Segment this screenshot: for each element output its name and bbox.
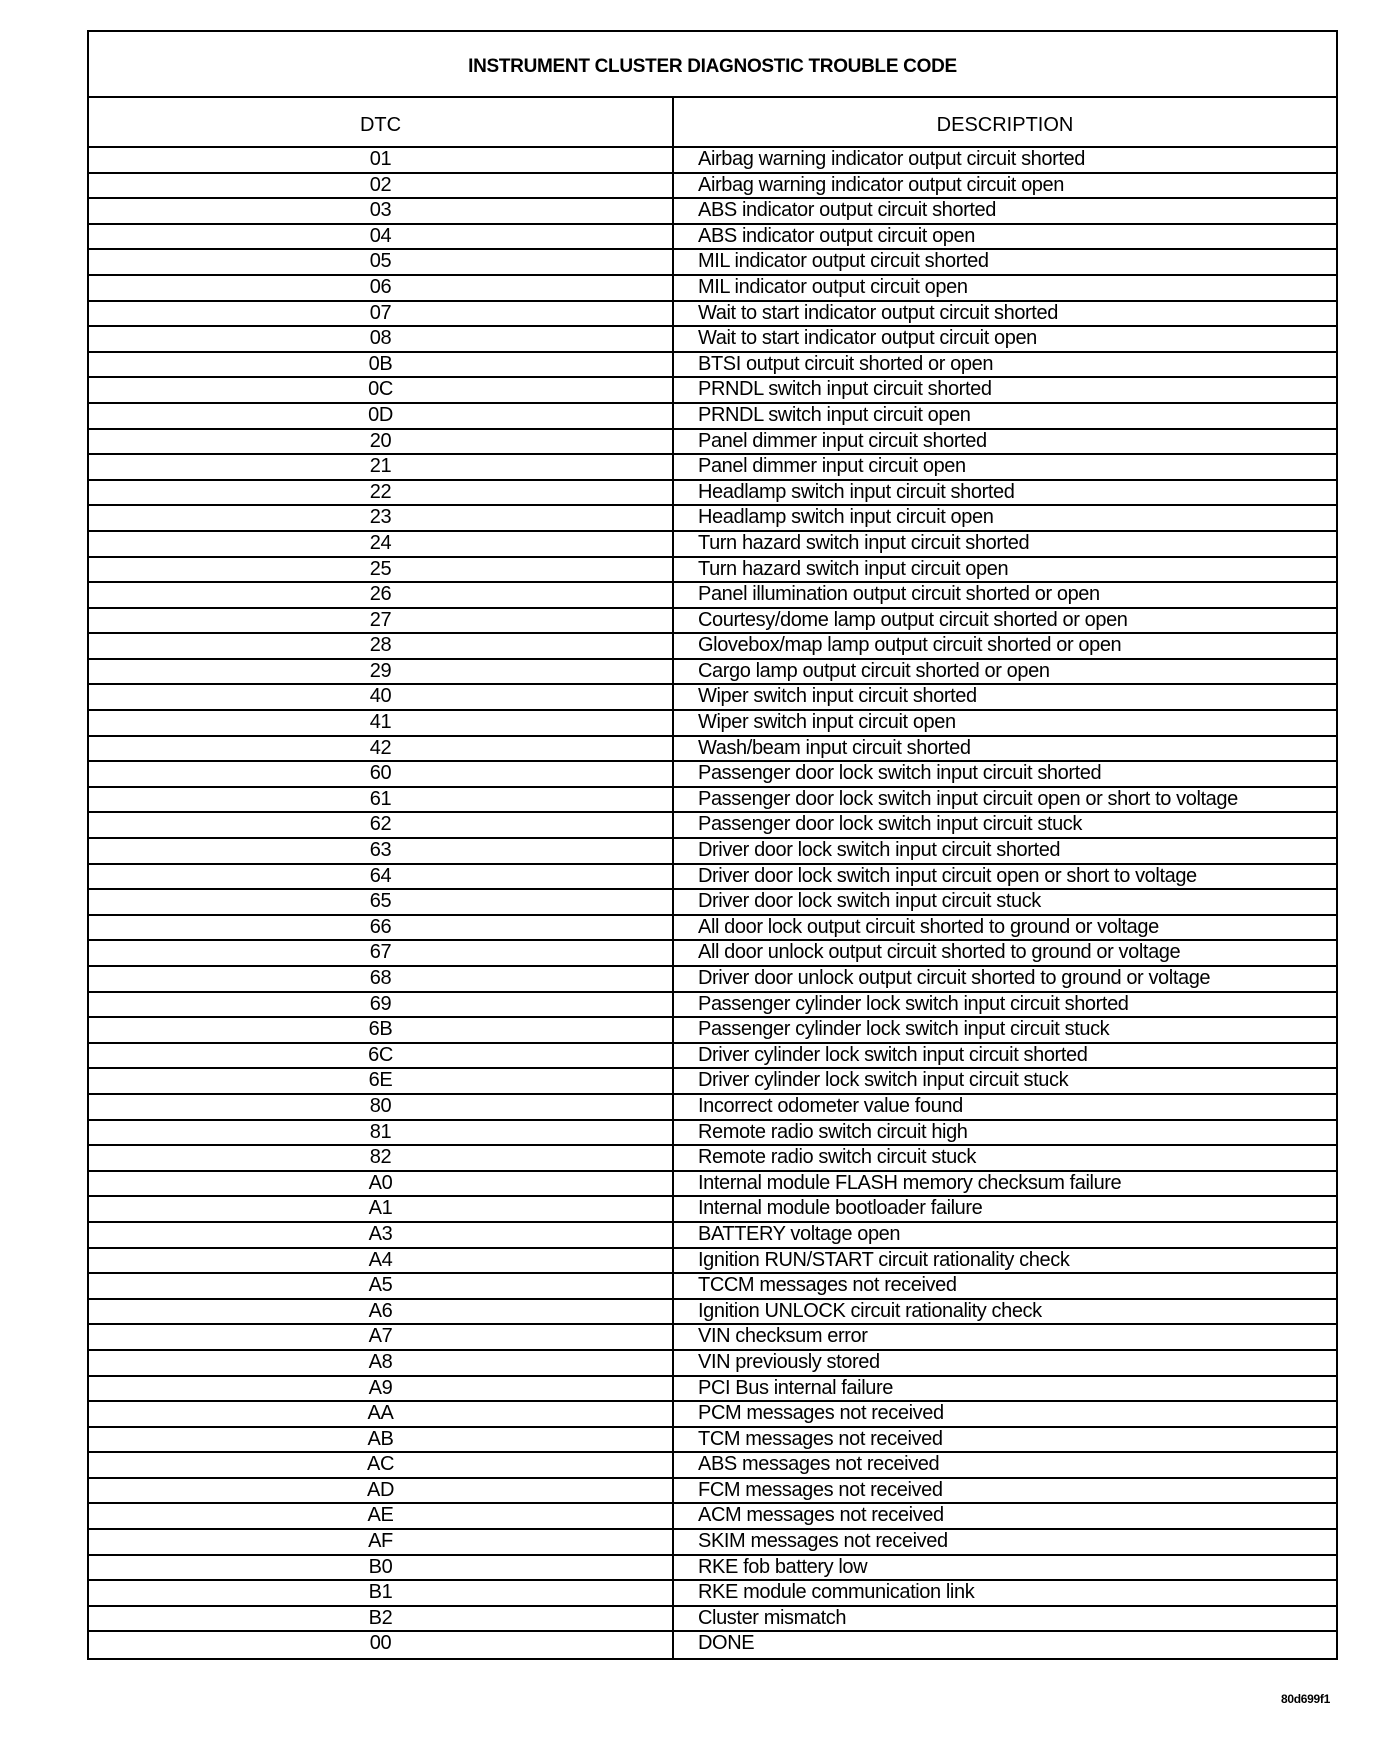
table-row (89, 1223, 1336, 1249)
figure-id: 80d699f1 (1281, 1692, 1330, 1706)
dtc-code-cell: A8 (368, 1350, 393, 1373)
table-row (89, 762, 1336, 788)
dtc-code-cell: 21 (369, 455, 392, 478)
dtc-description-cell: PRNDL switch input circuit shorted (672, 378, 1336, 402)
table-row (89, 788, 1336, 814)
dtc-code-cell: A5 (368, 1274, 393, 1297)
dtc-code-cell: AF (368, 1530, 393, 1553)
dtc-code-cell: 40 (369, 685, 392, 708)
table-title: INSTRUMENT CLUSTER DIAGNOSTIC TROUBLE CODE (89, 32, 1336, 98)
dtc-description-cell: TCCM messages not received (672, 1274, 1336, 1298)
table-row (89, 1325, 1336, 1351)
dtc-description-cell: Headlamp switch input circuit open (672, 506, 1336, 530)
table-row (89, 430, 1336, 456)
table-row (89, 813, 1336, 839)
dtc-code-cell: 68 (369, 967, 392, 989)
dtc-description-cell: Internal module bootloader failure (672, 1197, 1336, 1221)
dtc-code-cell: A9 (368, 1376, 393, 1399)
dtc-description-cell: Driver door lock switch input circuit stuck (672, 890, 1336, 914)
dtc-description-cell: Panel dimmer input circuit open (672, 455, 1336, 479)
dtc-code-cell: AA (367, 1402, 394, 1425)
dtc-description-cell: Passenger cylinder lock switch input circuit shorted (672, 993, 1336, 1017)
table-row (89, 1632, 1336, 1658)
table-row (89, 353, 1336, 379)
table-row (89, 1479, 1336, 1505)
table-row (89, 481, 1336, 507)
dtc-description-cell: Cargo lamp output circuit shorted or open (672, 660, 1336, 684)
dtc-code-cell: 03 (369, 199, 392, 222)
dtc-description-cell: Passenger door lock switch input circuit shorted (672, 762, 1336, 786)
dtc-code-cell: A1 (368, 1197, 393, 1220)
table-row (89, 404, 1336, 430)
dtc-code-cell: 0D (368, 403, 393, 426)
table-row (89, 506, 1336, 532)
column-header-description: DESCRIPTION (672, 98, 1336, 146)
dtc-code-cell: 24 (369, 531, 392, 554)
table-row (89, 199, 1336, 225)
table-row (89, 1377, 1336, 1403)
table-row (89, 1428, 1336, 1454)
dtc-table (87, 30, 1338, 1660)
table-row (89, 890, 1336, 916)
table-row (89, 455, 1336, 481)
dtc-description-cell: Wait to start indicator output circuit shorted (672, 302, 1336, 326)
table-row (89, 1095, 1336, 1121)
table-body (89, 148, 1336, 1658)
dtc-code-cell: 00 (369, 1632, 392, 1655)
table-row (89, 941, 1336, 967)
dtc-description-cell: BATTERY voltage open (672, 1223, 1336, 1247)
table-row (89, 1300, 1336, 1326)
dtc-code-cell: 80 (369, 1094, 392, 1117)
dtc-code-cell: A0 (368, 1171, 393, 1194)
dtc-description-cell: VIN checksum error (672, 1325, 1336, 1349)
dtc-code-cell: 25 (369, 557, 392, 580)
table-row (89, 174, 1336, 200)
dtc-code-cell: AE (367, 1504, 394, 1527)
table-row (89, 250, 1336, 276)
dtc-description-cell: Panel illumination output circuit shorted or open (672, 583, 1336, 607)
column-header-dtc: DTC (359, 113, 402, 136)
dtc-code-cell: 42 (369, 736, 392, 759)
dtc-code-cell: 07 (369, 301, 392, 324)
dtc-code-cell: AD (367, 1478, 394, 1501)
dtc-description-cell: ACM messages not received (672, 1504, 1336, 1528)
dtc-code-cell: 69 (369, 992, 392, 1015)
dtc-description-cell: SKIM messages not received (672, 1530, 1336, 1554)
dtc-code-cell: B2 (368, 1606, 393, 1629)
dtc-code-cell: 20 (369, 429, 392, 452)
dtc-description-cell: Wiper switch input circuit open (672, 711, 1336, 735)
dtc-code-cell: 65 (369, 890, 392, 913)
dtc-description-cell: Turn hazard switch input circuit shorted (672, 532, 1336, 556)
dtc-code-cell: 27 (369, 608, 392, 631)
dtc-code-cell: AC (367, 1453, 394, 1476)
table-row (89, 1607, 1336, 1633)
table-row (89, 1172, 1336, 1198)
dtc-code-cell: 06 (369, 275, 392, 298)
dtc-code-cell: 62 (369, 813, 392, 836)
table-row (89, 967, 1336, 993)
dtc-code-cell: 82 (369, 1146, 392, 1169)
table-row (89, 1197, 1336, 1223)
table-row (89, 583, 1336, 609)
table-row (89, 1069, 1336, 1095)
table-row (89, 1146, 1336, 1172)
dtc-code-cell: 0C (368, 378, 393, 401)
dtc-description-cell: BTSI output circuit shorted or open (672, 353, 1336, 377)
table-row (89, 1402, 1336, 1428)
dtc-description-cell: Headlamp switch input circuit shorted (672, 481, 1336, 505)
dtc-description-cell: Wiper switch input circuit shorted (672, 685, 1336, 709)
dtc-description-cell: PCM messages not received (672, 1402, 1336, 1426)
table-row (89, 378, 1336, 404)
dtc-description-cell: Ignition UNLOCK circuit rationality check (672, 1300, 1336, 1324)
table-row (89, 276, 1336, 302)
dtc-description-cell: All door unlock output circuit shorted to ground or voltage (672, 941, 1336, 965)
dtc-description-cell: ABS indicator output circuit shorted (672, 199, 1336, 223)
dtc-description-cell: Glovebox/map lamp output circuit shorted or open (672, 634, 1336, 658)
dtc-description-cell: FCM messages not received (672, 1479, 1336, 1503)
dtc-description-cell: PRNDL switch input circuit open (672, 404, 1336, 428)
dtc-description-cell: Driver cylinder lock switch input circuit shorted (672, 1044, 1336, 1068)
dtc-description-cell: Turn hazard switch input circuit open (672, 558, 1336, 582)
dtc-code-cell: 26 (369, 583, 392, 606)
table-row (89, 1121, 1336, 1147)
dtc-description-cell: Remote radio switch circuit high (672, 1121, 1336, 1145)
dtc-description-cell: RKE fob battery low (672, 1556, 1336, 1580)
dtc-code-cell: 0B (368, 352, 393, 375)
dtc-description-cell: Driver door lock switch input circuit open or short to voltage (672, 865, 1336, 889)
dtc-code-cell: 01 (369, 148, 392, 170)
dtc-code-cell: 23 (369, 506, 392, 529)
table-row (89, 839, 1336, 865)
dtc-code-cell: A4 (368, 1248, 393, 1271)
dtc-code-cell: 63 (369, 839, 392, 862)
table-row (89, 737, 1336, 763)
dtc-description-cell: Incorrect odometer value found (672, 1095, 1336, 1119)
dtc-description-cell: Airbag warning indicator output circuit shorted (672, 148, 1336, 172)
dtc-description-cell: Driver door lock switch input circuit shorted (672, 839, 1336, 863)
dtc-code-cell: B1 (368, 1581, 393, 1604)
table-row (89, 1018, 1336, 1044)
dtc-description-cell: All door lock output circuit shorted to ground or voltage (672, 916, 1336, 940)
dtc-description-cell: Cluster mismatch (672, 1607, 1336, 1631)
dtc-code-cell: A6 (368, 1299, 393, 1322)
dtc-code-cell: 04 (369, 224, 392, 247)
table-row (89, 327, 1336, 353)
table-row (89, 685, 1336, 711)
table-row (89, 865, 1336, 891)
dtc-description-cell: Passenger door lock switch input circuit open or short to voltage (672, 788, 1336, 812)
dtc-description-cell: RKE module communication link (672, 1581, 1336, 1605)
dtc-code-cell: 41 (369, 711, 392, 734)
dtc-description-cell: Panel dimmer input circuit shorted (672, 430, 1336, 454)
dtc-code-cell: 08 (369, 327, 392, 350)
dtc-description-cell: TCM messages not received (672, 1428, 1336, 1452)
dtc-code-cell: 29 (369, 659, 392, 682)
dtc-description-cell: Wash/beam input circuit shorted (672, 737, 1336, 761)
dtc-code-cell: B0 (368, 1555, 393, 1578)
table-row (89, 225, 1336, 251)
table-row (89, 1530, 1336, 1556)
dtc-code-cell: 02 (369, 173, 392, 196)
dtc-description-cell: Internal module FLASH memory checksum failure (672, 1172, 1336, 1196)
table-row (89, 1581, 1336, 1607)
dtc-description-cell: Remote radio switch circuit stuck (672, 1146, 1336, 1170)
dtc-description-cell: Airbag warning indicator output circuit open (672, 174, 1336, 198)
dtc-code-cell: 6B (368, 1018, 393, 1041)
table-row (89, 916, 1336, 942)
table-header-row (89, 98, 1336, 148)
table-row (89, 1504, 1336, 1530)
table-row (89, 148, 1336, 174)
dtc-description-cell: ABS messages not received (672, 1453, 1336, 1477)
dtc-description-cell: Passenger door lock switch input circuit stuck (672, 813, 1336, 837)
dtc-description-cell: MIL indicator output circuit shorted (672, 250, 1336, 274)
dtc-description-cell: Passenger cylinder lock switch input circuit stuck (672, 1018, 1336, 1042)
table-row (89, 532, 1336, 558)
dtc-description-cell: VIN previously stored (672, 1351, 1336, 1375)
table-row (89, 558, 1336, 584)
dtc-code-cell: 6C (368, 1043, 393, 1066)
dtc-code-cell: 05 (369, 250, 392, 273)
dtc-description-cell: Driver cylinder lock switch input circuit stuck (672, 1069, 1336, 1093)
table-row (89, 660, 1336, 686)
dtc-code-cell: AB (367, 1427, 394, 1450)
table-row (89, 634, 1336, 660)
table-row (89, 993, 1336, 1019)
dtc-code-cell: 67 (369, 941, 392, 964)
table-row (89, 1044, 1336, 1070)
table-row (89, 1351, 1336, 1377)
table-row (89, 1556, 1336, 1582)
dtc-code-cell: 22 (369, 480, 392, 503)
dtc-code-cell: 61 (369, 787, 392, 810)
dtc-code-cell: 6E (368, 1069, 393, 1092)
dtc-description-cell: PCI Bus internal failure (672, 1377, 1336, 1401)
dtc-description-cell: Driver door unlock output circuit shorted to ground or voltage (672, 967, 1336, 991)
table-row (89, 1453, 1336, 1479)
table-row (89, 1249, 1336, 1275)
dtc-description-cell: Ignition RUN/START circuit rationality check (672, 1249, 1336, 1273)
dtc-description-cell: Courtesy/dome lamp output circuit shorted or open (672, 609, 1336, 633)
table-row (89, 1274, 1336, 1300)
dtc-code-cell: 60 (369, 762, 392, 785)
dtc-description-cell: ABS indicator output circuit open (672, 225, 1336, 249)
table-row (89, 609, 1336, 635)
dtc-code-cell: 28 (369, 634, 392, 657)
dtc-description-cell: Wait to start indicator output circuit open (672, 327, 1336, 351)
table-row (89, 711, 1336, 737)
dtc-code-cell: 66 (369, 915, 392, 938)
table-row (89, 302, 1336, 328)
dtc-code-cell: A3 (368, 1222, 393, 1245)
dtc-description-cell: DONE (672, 1632, 1336, 1658)
dtc-code-cell: 64 (369, 864, 392, 887)
dtc-code-cell: 81 (369, 1120, 392, 1143)
dtc-description-cell: MIL indicator output circuit open (672, 276, 1336, 300)
dtc-code-cell: A7 (368, 1325, 393, 1348)
